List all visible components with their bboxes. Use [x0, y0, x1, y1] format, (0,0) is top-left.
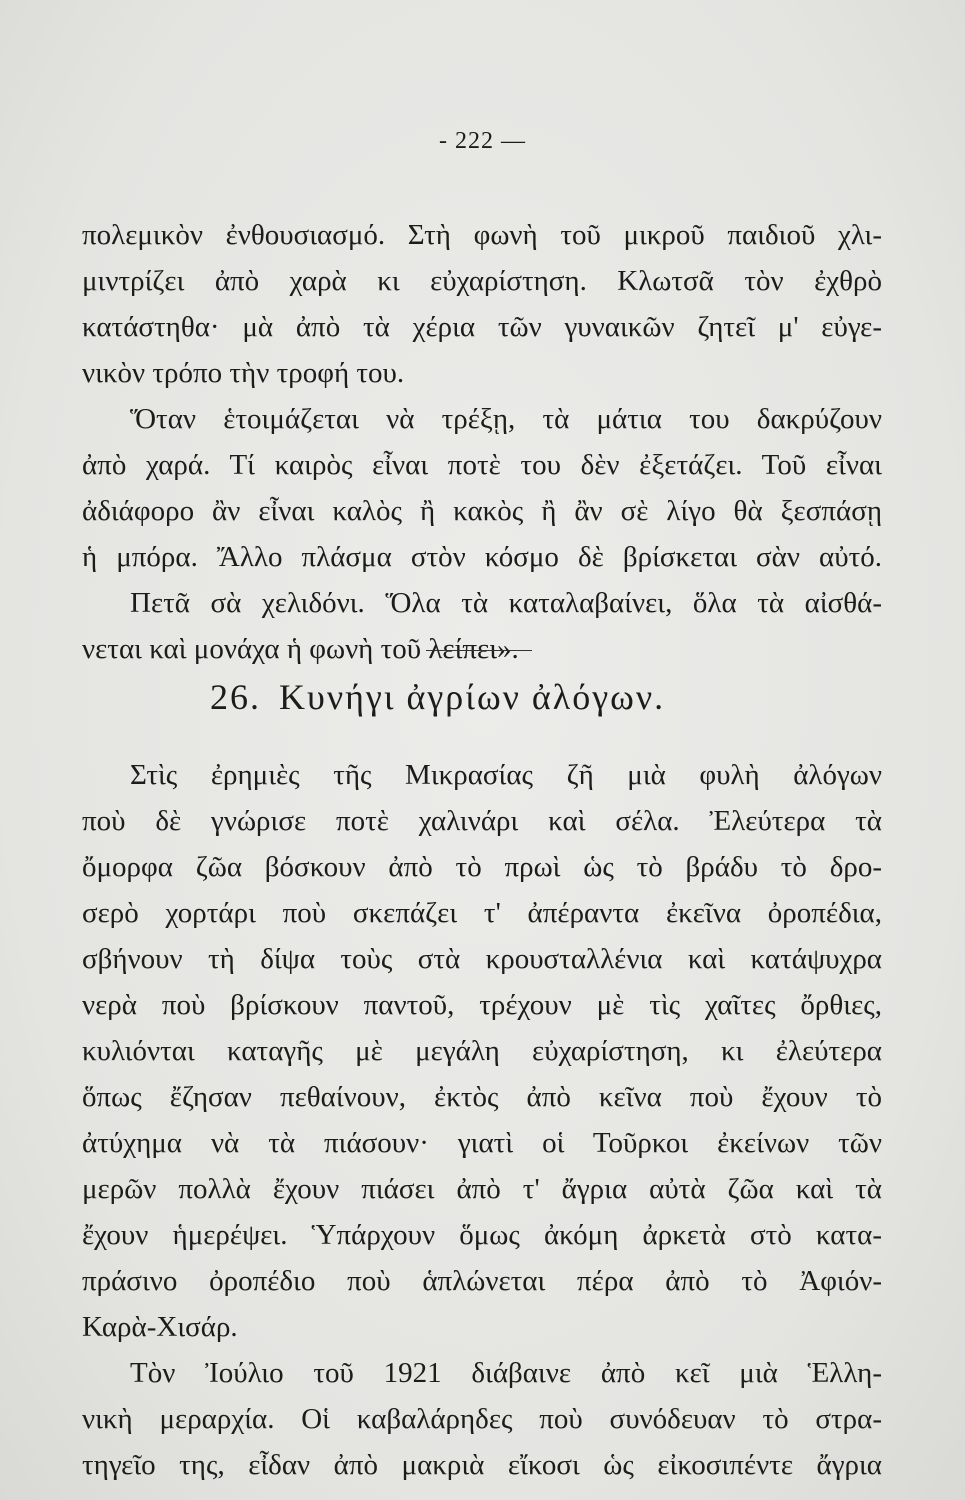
text-line: πράσινο ὀροπέδιο ποὺ ἁπλώνεται πέρα ἀπὸ τὸ Ἀφιόν-	[82, 1265, 882, 1297]
text-line: ἀδιάφορο ἂν εἶναι καλὸς ἢ κακὸς ἢ ἂν σὲ λίγο θὰ ξεσπάσῃ	[82, 495, 882, 527]
text-line: σβήνουν τὴ δίψα τοὺς στὰ κρουσταλλένια καὶ κατάψυχρα	[82, 943, 882, 975]
text-line: Στὶς ἐρημιὲς τῆς Μικρασίας ζῆ μιὰ φυλὴ ἀλόγων	[130, 759, 882, 791]
text-line: μερῶν πολλὰ ἔχουν πιάσει ἀπὸ τ' ἄγρια αὐτὰ ζῶα καὶ τὰ	[82, 1173, 882, 1205]
chapter-heading	[210, 676, 830, 718]
text-block-bottom	[82, 752, 882, 1488]
text-line: ἀπὸ χαρά. Τί καιρὸς εἶναι ποτὲ του δὲν ἐξετάζει. Τοῦ εἶναι	[82, 449, 882, 481]
text-line: σερὸ χορτάρι ποὺ σκεπάζει τ' ἀπέραντα ἐκεῖνα ὀροπέδια,	[82, 897, 882, 929]
text-line: Ὅταν ἑτοιμάζεται νὰ τρέξῃ, τὰ μάτια του δακρύζουν	[130, 403, 882, 435]
text-line: Πετᾶ σὰ χελιδόνι. Ὅλα τὰ καταλαβαίνει, ὅλα τὰ αἰσθά-	[130, 587, 882, 619]
text-line: ἔχουν ἡμερέψει. Ὑπάρχουν ὅμως ἀκόμη ἀρκετὰ στὸ κατα-	[82, 1219, 882, 1251]
text-line: Τὸν Ἰούλιο τοῦ 1921 διάβαινε ἀπὸ κεῖ μιὰ Ἑλλη-	[130, 1357, 882, 1389]
text-line: ὄμορφα ζῶα βόσκουν ἀπὸ τὸ πρωὶ ὡς τὸ βράδυ τὸ δρο-	[82, 851, 882, 883]
text-line: νερὰ ποὺ βρίσκουν παντοῦ, τρέχουν μὲ τὶς χαῖτες ὄρθιες,	[82, 989, 882, 1021]
text-line: πολεμικὸν ἐνθουσιασμό. Στὴ φωνὴ τοῦ μικροῦ παιδιοῦ χλι-	[82, 219, 882, 251]
text-line: νικὸν τρόπο τὴν τροφή του.	[82, 357, 405, 389]
section-divider	[426, 650, 532, 651]
text-line: τηγεῖο της, εἶδαν ἀπὸ μακριὰ εἴκοσι ὡς εἰκοσιπέντε ἄγρια	[82, 1449, 882, 1481]
text-line: Καρὰ-Χισάρ.	[82, 1311, 238, 1343]
text-line: νεται καὶ μονάχα ἡ φωνὴ τοῦ λείπει».	[82, 633, 519, 665]
text-block-top	[82, 212, 882, 672]
text-line: ἀτύχημα νὰ τὰ πιάσουν· γιατὶ οἱ Τοῦρκοι ἐκείνων τῶν	[82, 1127, 882, 1159]
chapter-title: Κυνήγι ἀγρίων ἀλόγων.	[279, 677, 666, 717]
page-number: - 222 —	[439, 128, 526, 154]
text-line: κυλιόνται καταγῆς μὲ μεγάλη εὐχαρίστηση, κι ἐλεύτερα	[82, 1035, 882, 1067]
chapter-number: 26.	[210, 677, 261, 717]
text-line: νικὴ μεραρχία. Οἱ καβαλάρηδες ποὺ συνόδευαν τὸ στρα-	[82, 1403, 882, 1435]
text-line: μιντρίζει ἀπὸ χαρὰ κι εὐχαρίστηση. Κλωτσᾶ τὸν ἐχθρὸ	[82, 265, 882, 297]
text-line: κατάστηθα· μὰ ἀπὸ τὰ χέρια τῶν γυναικῶν ζητεῖ μ' εὐγε-	[82, 311, 882, 343]
text-line: ὅπως ἔζησαν πεθαίνουν, ἐκτὸς ἀπὸ κεῖνα ποὺ ἔχουν τὸ	[82, 1081, 882, 1113]
text-line: ποὺ δὲ γνώρισε ποτὲ χαλινάρι καὶ σέλα. Ἐλεύτερα τὰ	[82, 805, 882, 837]
text-line: ἡ μπόρα. Ἄλλο πλάσμα στὸν κόσμο δὲ βρίσκεται σὰν αὐτό.	[82, 541, 882, 573]
